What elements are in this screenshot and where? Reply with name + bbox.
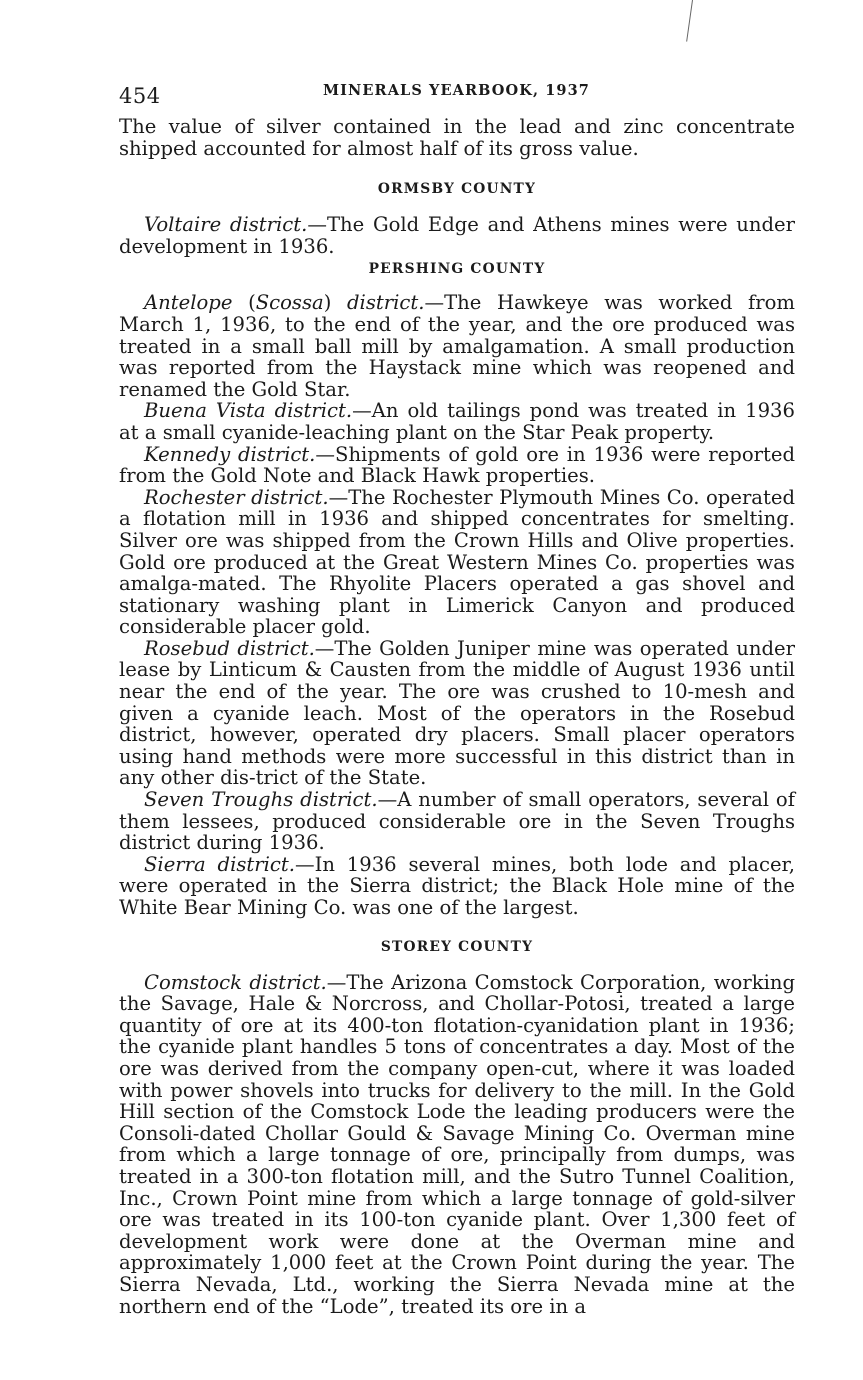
district-name: Seven Troughs district. (144, 788, 378, 812)
paragraph-sierra (119, 854, 795, 919)
district-name: Rosebud district. (144, 636, 315, 660)
district-name: Kennedy district. (144, 442, 316, 466)
paragraph-text: —The Hawkeye was worked from March 1, 1936, to the end of the year, and the ore produced was treated in a small ball mill by amalgamation. A small production was reported from the Haystack mine which was reopened and renamed the Gold Star. (119, 291, 795, 401)
paragraph-text: —Shipments of gold ore in 1936 were reported from the Gold Note and Black Hawk properties. (119, 442, 795, 488)
paragraph-comstock (119, 972, 795, 1318)
district-name: Buena Vista district. (144, 399, 353, 423)
paragraph-text: —The Gold Edge and Athens mines were under development in 1936. (119, 213, 795, 258)
paragraph-text: —A number of small operators, several of them lessees, produced considerable ore in the Seven Troughs district during 1936. (119, 788, 795, 855)
page-edge-mark (686, 0, 693, 42)
district-name: Antelope (144, 291, 233, 315)
district-name: Rochester district. (144, 485, 329, 509)
district-name: Voltaire district. (144, 213, 308, 237)
running-title: MINERALS YEARBOOK, 1937 (323, 82, 590, 99)
paragraph-text: —The Arizona Comstock Corporation, working the Savage, Hale & Norcross, and Chollar-Potosi, treated a large quantity of ore at its 400-ton flotation-cyanidation plant in 1936; the cyanide plant handles 5 tons of concentrates a day. Most of the ore was derived from the company open-cut, where it was loaded with power shovels into trucks for delivery to the mill. In the Gold Hill section of the Comstock Lode the leading producers were the Consoli-dated Chollar Gould & Savage Mining Co. Overman mine from which a large tonnage of ore, principally from dumps, was treated in a 300-ton flotation mill, and the Sutro Tunnel Coalition, Inc., Crown Point mine from which a large tonnage of gold-silver ore was treated in its 100-ton cyanide plant. Over 1,300 feet of development work were done at the Overman mine and approximately 1,000 feet at the Crown Point during the year. The Sierra Nevada, Ltd., working the Sierra Nevada mine at the northern end of the “Lode”, treated its ore in a (119, 970, 795, 1318)
paragraph-rochester (119, 487, 795, 638)
running-head (119, 80, 795, 116)
district-name: Sierra district. (144, 852, 295, 876)
paragraph-voltaire (119, 214, 795, 257)
paragraph-kennedy (119, 444, 795, 487)
paragraph-buena-vista (119, 400, 795, 443)
paragraph-rosebud (119, 638, 795, 789)
county-heading-pershing: PERSHING COUNTY (368, 261, 546, 278)
county-heading-ormsby: ORMSBY COUNTY (377, 181, 537, 198)
paragraph-text: —The Golden Juniper mine was operated under lease by Linticum & Causten from the middle of August 1936 until near the end of the year. The ore was crushed to 10-mesh and given a cyanide leach. Most of the operators in the Rosebud district, however, operated dry placers. Small placer operators using hand methods were more successful in this district than in any other dis-trict of the State. (119, 636, 795, 790)
document-page (119, 80, 795, 1317)
district-word: district. (347, 291, 425, 315)
district-paren-close: ) (323, 291, 348, 315)
county-heading-storey: STOREY COUNTY (380, 938, 534, 955)
district-name: Comstock district. (144, 970, 327, 994)
paragraph-seven-troughs (119, 789, 795, 854)
district-alt-name: Scossa (255, 291, 324, 315)
paragraph-text: —The Rochester Plymouth Mines Co. operated a flotation mill in 1936 and shipped concentrates for smelting. Silver ore was shipped from the Crown Hills and Olive properties. Gold ore produced at the Great Western Mines Co. properties was amalga-mated. The Rhyolite Placers operated a gas shovel and stationary washing plant in Limerick Canyon and produced considerable placer gold. (119, 485, 796, 639)
paragraph-text: —In 1936 several mines, both lode and placer, were operated in the Sierra district; the Black Hole mine of the White Bear Mining Co. was one of the largest. (119, 852, 795, 919)
continuation-paragraph: The value of silver contained in the lead and zinc concentrate shipped accounted for almost half of its gross value. (119, 115, 795, 160)
page-number: 454 (119, 84, 161, 108)
paragraph-text: —An old tailings pond was treated in 1936 at a small cyanide-leaching plant on the Star Peak property. (119, 399, 795, 444)
district-paren-open: ( (232, 291, 256, 315)
paragraph-antelope (119, 292, 795, 400)
